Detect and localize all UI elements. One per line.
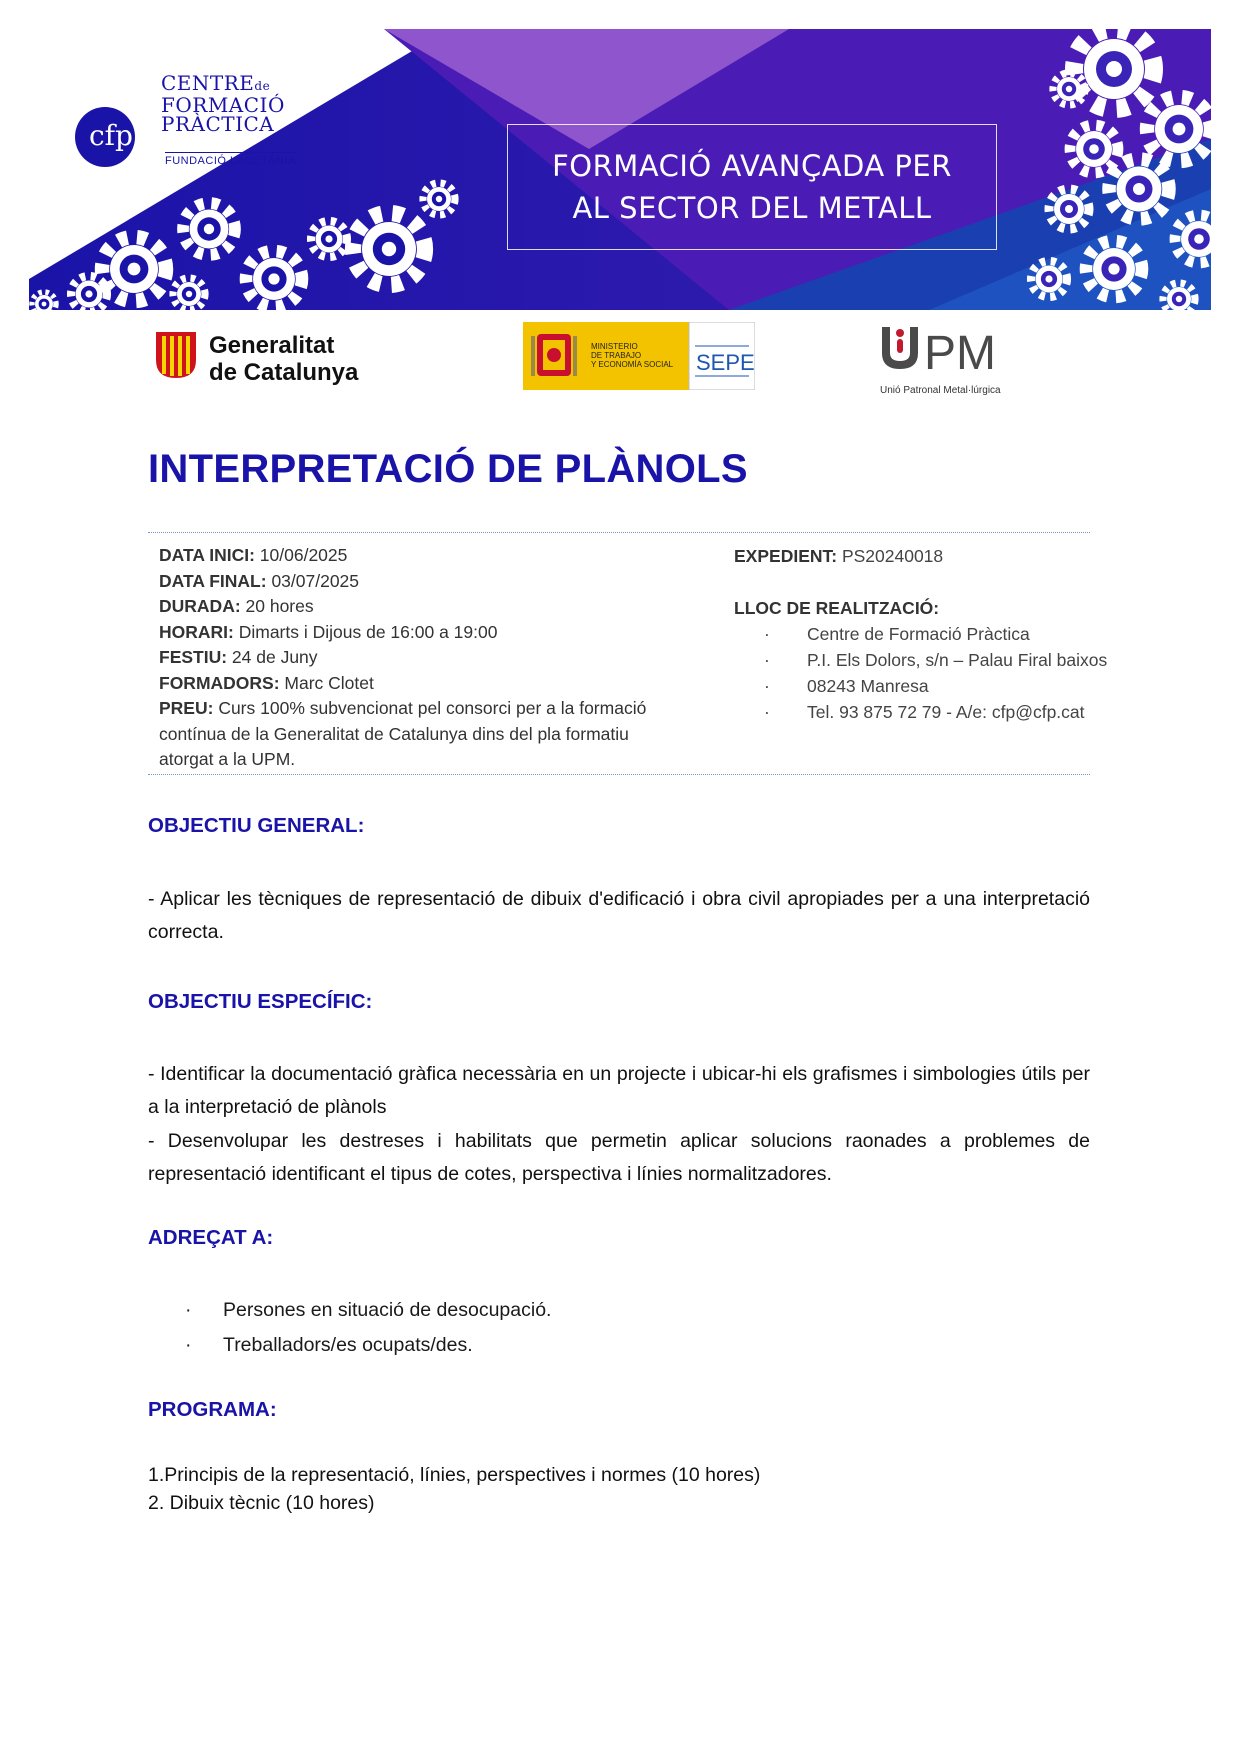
programa-item: 2. Dibuix tècnic (10 hores) [148, 1492, 375, 1514]
list-item: · Persones en situació de desocupació. [148, 1293, 1090, 1328]
banner-headline-line2: AL SECTOR DEL METALL [572, 191, 932, 225]
cfp-logo-line3: PRÀCTICA [161, 112, 275, 136]
detail-horari [159, 620, 679, 646]
course-details [159, 543, 679, 773]
location-item: · 08243 Manresa [734, 673, 1154, 699]
cfp-logo-line2: FORMACIÓ [161, 93, 285, 117]
ministerio-line1: MINISTERIO [591, 342, 638, 351]
detail-label: HORARI: [159, 621, 234, 642]
detail-durada [159, 594, 679, 620]
location-label: LLOC DE REALITZACIÓ: [734, 598, 940, 618]
upm-logo [880, 323, 1020, 398]
ministerio-sepe-graphic [523, 322, 755, 390]
detail-value: 24 de Juny [227, 647, 318, 667]
cfp-logo-initials: cfp [89, 119, 133, 152]
sepe-wordmark: SEPE [696, 350, 755, 375]
generalitat-emblem-icon [154, 330, 198, 380]
detail-data-final [159, 569, 679, 595]
detail-value: Dimarts i Dijous de 16:00 a 19:00 [233, 621, 498, 642]
objectiu-general-heading: OBJECTIU GENERAL: [148, 814, 365, 837]
detail-value: 03/07/2025 [266, 570, 360, 591]
cfp-logo-line1-suffix: de [254, 79, 271, 93]
course-location [734, 543, 1154, 725]
detail-label: FESTIU: [159, 647, 228, 667]
upm-subtitle: Unió Patronal Metal·lúrgica [880, 385, 1001, 396]
upm-wordmark-graphic [880, 323, 1020, 383]
detail-label: PREU: [159, 698, 214, 718]
objectiu-especific-heading: OBJECTIU ESPECÍFIC: [148, 990, 373, 1013]
list-item: · Treballadors/es ocupats/des. [148, 1328, 1090, 1363]
detail-label: FORMADORS: [159, 672, 280, 693]
detail-value: Marc Clotet [279, 672, 374, 693]
detail-value: Curs 100% subvencionat pel consorci per a la formació contínua de la Generalitat de Catalunya dins del pla formatiu atorgat a la UPM. [159, 698, 647, 769]
location-item: · P.I. Els Dolors, s/n – Palau Firal baixos [734, 647, 1154, 673]
banner-headline [507, 124, 997, 250]
generalitat-logo [154, 330, 359, 386]
location-heading [734, 595, 1154, 621]
cfp-logo-mark [75, 99, 135, 179]
programa-list [148, 1461, 760, 1517]
adrecat-heading: ADREÇAT A: [148, 1226, 274, 1249]
cfp-logo-foundation: FUNDACIÓ LACETÀNIA [165, 152, 296, 167]
cfp-logo-line1: CENTRE [161, 71, 255, 95]
generalitat-line1: Generalitat [209, 332, 335, 359]
generalitat-wordmark [209, 332, 358, 386]
header-banner [29, 29, 1211, 310]
adrecat-list [148, 1293, 1090, 1363]
detail-festiu [159, 645, 679, 671]
ministerio-line2: DE TRABAJO [591, 351, 642, 360]
detail-label: DATA INICI: [159, 545, 255, 565]
detail-label: EXPEDIENT: [734, 546, 838, 566]
programa-item: 1.Principis de la representació, línies, perspectives i normes (10 hores) [148, 1464, 761, 1486]
location-item: · Tel. 93 875 72 79 - A/e: cfp@cfp.cat [734, 699, 1154, 725]
detail-label: DATA FINAL: [159, 570, 267, 591]
detail-data-inici [159, 543, 679, 569]
detail-value: PS20240018 [837, 546, 944, 566]
programa-heading: PROGRAMA: [148, 1398, 277, 1421]
detail-expedient [734, 543, 1154, 569]
objectiu-general-text: - Aplicar les tècniques de representació de dibuix d'edificació i obra civil apropiades per a una interpretació correcta. [148, 888, 1090, 943]
detail-preu [159, 696, 679, 773]
course-title: INTERPRETACIÓ DE PLÀNOLS [148, 447, 748, 491]
upm-letters: PM [924, 327, 996, 380]
objectiu-especific-text-2: - Desenvolupar les destreses i habilitats que permetin aplicar solucions raonades a problemes de representació identificant el tipus de cotes, perspectiva i línies normalitzadores. [148, 1130, 1090, 1185]
detail-formadors [159, 671, 679, 697]
banner-headline-line1: FORMACIÓ AVANÇADA PER [552, 149, 952, 183]
detail-value: 10/06/2025 [254, 545, 348, 565]
sponsor-logos [0, 318, 1241, 398]
ministerio-sepe-logo [523, 322, 755, 390]
location-list [734, 621, 1154, 725]
detail-value: 20 hores [240, 596, 314, 616]
location-item: · Centre de Formació Pràctica [734, 621, 1154, 647]
detail-label: DURADA: [159, 596, 241, 616]
cfp-logo [75, 71, 296, 184]
objectiu-especific-text-1: - Identificar la documentació gràfica necessària en un projecte i ubicar-hi els grafismes i simbologies útils per a la interpretació de plànols [148, 1063, 1090, 1118]
cfp-logo-wordmark [161, 71, 285, 136]
ministerio-line3: Y ECONOMÍA SOCIAL [591, 360, 674, 369]
generalitat-line2: de Catalunya [209, 359, 359, 386]
course-info-box [148, 532, 1108, 775]
